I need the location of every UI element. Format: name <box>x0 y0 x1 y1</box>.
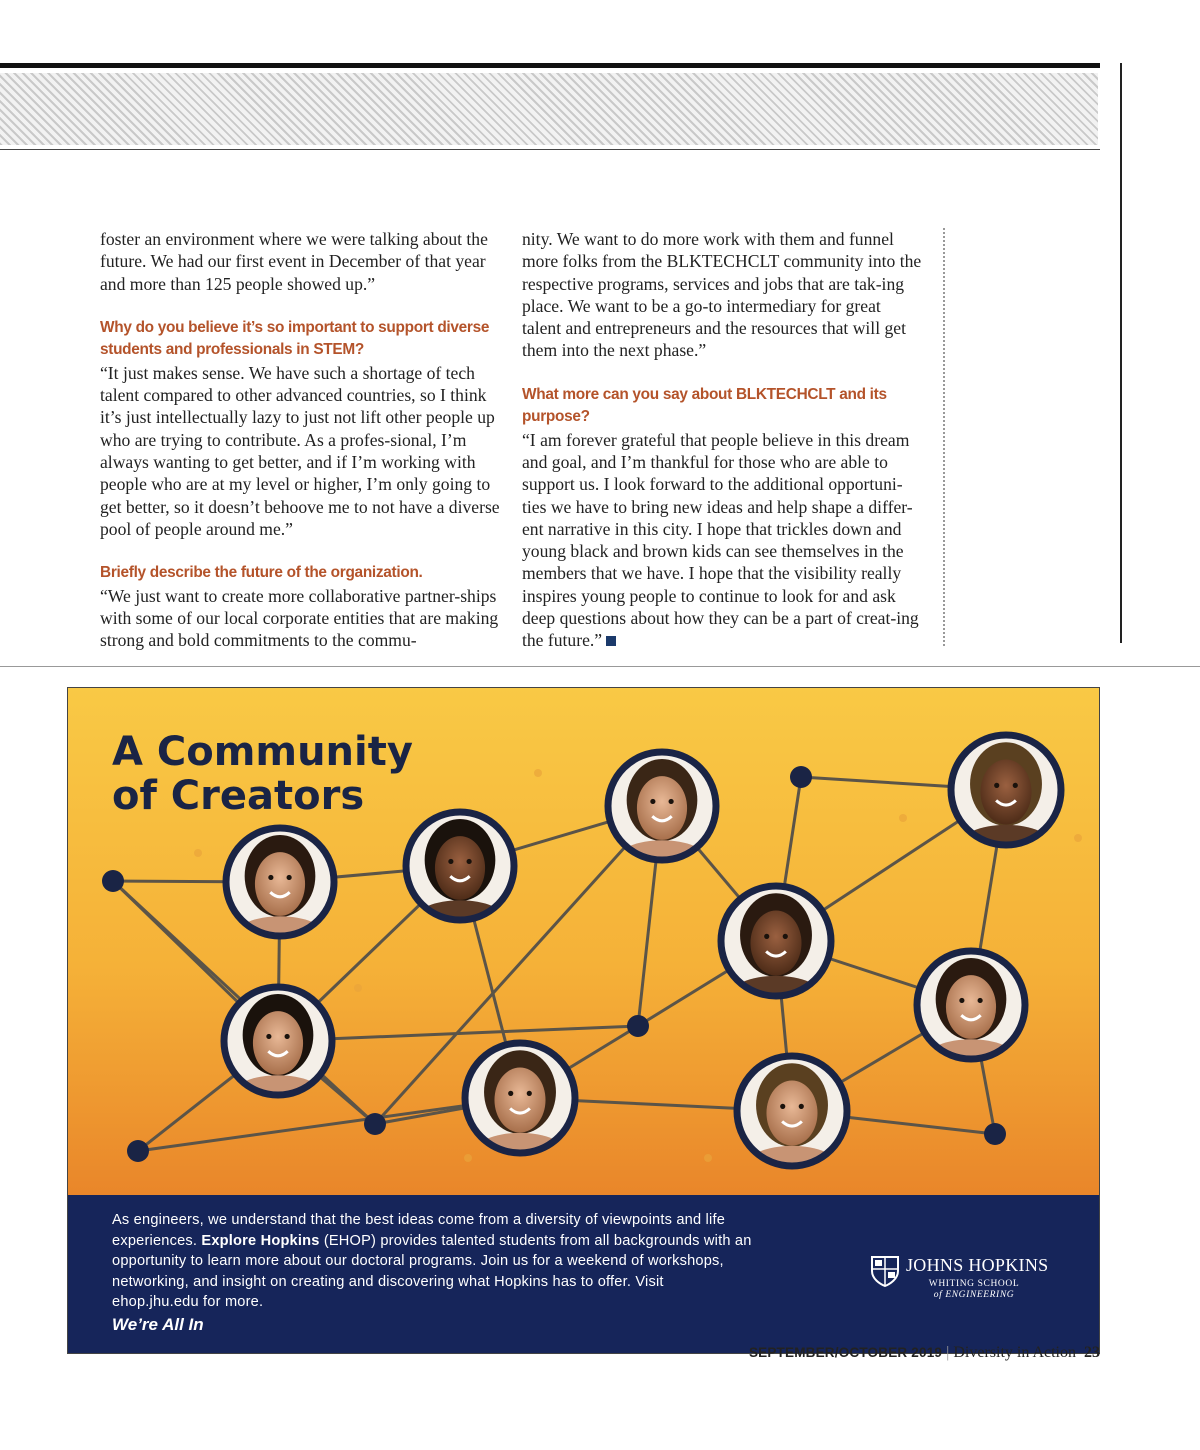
page-folio <box>749 1344 1100 1362</box>
section-divider <box>0 666 1200 667</box>
network-node-dot <box>127 1140 149 1162</box>
portrait-person-1 <box>223 825 337 956</box>
background-dot <box>1074 834 1082 842</box>
portrait-person-6 <box>221 984 335 1115</box>
ad-headline-line-2: of Creators <box>112 773 365 819</box>
right-margin-rule <box>1120 63 1122 643</box>
header-rule <box>0 149 1100 150</box>
portrait-person-7 <box>462 1040 578 1173</box>
ad-headline <box>112 730 512 818</box>
ad-artwork <box>68 688 1099 1195</box>
background-dot <box>534 769 542 777</box>
ad-footer-panel <box>68 1195 1099 1354</box>
portrait-person-4 <box>948 732 1064 865</box>
article-column-2 <box>522 228 924 674</box>
folio-page-number: 23 <box>1084 1344 1100 1361</box>
background-dot <box>704 1154 712 1162</box>
portrait-person-8 <box>734 1053 850 1186</box>
folio-separator: | <box>946 1344 950 1361</box>
portrait-person-3 <box>605 749 719 880</box>
background-dot <box>194 849 202 857</box>
interview-question-2: Briefly describe the future of the organization. <box>100 564 423 582</box>
portrait-person-5 <box>718 883 834 1016</box>
article-column-1 <box>100 228 502 674</box>
ad-copy-details: (EHOP) provides talented students from all backgrounds with an opportunity to learn more about our doctoral programs. Join us for a weekend of workshops, networking, and insight on creating and discovering what Hopkins has to offer. Visit ehop.jhu.edu for more. <box>112 1232 752 1311</box>
network-node-dot <box>984 1123 1006 1145</box>
university-shield-icon <box>870 1255 900 1287</box>
column-dotted-rule <box>943 228 945 646</box>
header-top-bar <box>0 63 1100 68</box>
interview-answer-2: “We just want to create more collaborative partner-ships with some of our local corporate entities that are making strong and bold commitments to the commu- <box>100 585 499 651</box>
interview-answer-1: “It just makes sense. We have such a shortage of tech talent compared to other advanced countries, so I think it’s just intellectually lazy to just not lift other people up who are trying to contribute. As a profes-sional, I’m always wanting to get better, and if I’m working with people who are at my level or higher, I’m only going to get better, so it doesn’t behoove me to not have a diverse pool of people around me.” <box>100 362 500 539</box>
header-hatch-band <box>0 73 1098 145</box>
folio-magazine-name: Diversity in Action <box>953 1344 1076 1361</box>
network-node-dot <box>790 766 812 788</box>
article-continued-text: nity. We want to do more work with them and funnel more folks from the BLKTECHCLT community into the respective programs, services and jobs that are tak-ing place. We want to be a go-to intermediary for great talent and entrepreneurs and the resources that will get them into the next phase.” <box>522 229 922 361</box>
jhu-logo <box>868 1253 1068 1303</box>
portrait-person-9 <box>914 948 1028 1079</box>
ad-body-copy <box>112 1210 752 1313</box>
background-dot <box>899 814 907 822</box>
network-node-dot <box>102 870 124 892</box>
hopkins-advertisement <box>67 687 1100 1354</box>
interview-question-1: Why do you believe it’s so important to support diverse students and professionals in STEM? <box>100 319 490 359</box>
jhu-logo-division: of ENGINEERING <box>933 1290 1015 1300</box>
portrait-person-2 <box>403 809 517 940</box>
network-node-dot <box>627 1015 649 1037</box>
jhu-logo-school: WHITING SCHOOL <box>928 1279 1020 1289</box>
end-of-article-mark-icon <box>606 636 616 646</box>
interview-answer-3-text: “I am forever grateful that people believe in this dream and goal, and I’m thankful for those who are able to support us. I look forward to the additional opportuni-ties we have to bring new ideas and help shape a differ-ent narrative in this city. I hope that trickles down and young black and brown kids can see themselves in the members that we have. I hope that the visibility really inspires young people to continue to look for and ask deep questions about how they can be a part of creat-ing the future.” <box>522 429 919 651</box>
interview-answer-3 <box>522 429 924 652</box>
background-dot <box>464 1154 472 1162</box>
ad-tagline: We’re All In <box>112 1315 204 1334</box>
ad-copy-intro: As engineers, we understand that the best ideas come from a diversity of viewpoints and life experiences. <box>112 1212 726 1249</box>
article-intro-text: foster an environment where we were talking about the future. We had our first event in December of that year and more than 125 people showed up.” <box>100 229 488 294</box>
interview-question-3: What more can you say about BLKTECHCLT and its purpose? <box>522 386 887 426</box>
ad-headline-line-1: A Community <box>112 729 413 775</box>
folio-issue: SEPTEMBER/OCTOBER 2019 <box>748 1345 943 1360</box>
ad-copy-program-name: Explore Hopkins <box>201 1232 320 1249</box>
jhu-logo-name: JOHNS HOPKINS <box>906 1255 1049 1275</box>
background-dot <box>354 984 362 992</box>
network-node-dot <box>364 1113 386 1135</box>
